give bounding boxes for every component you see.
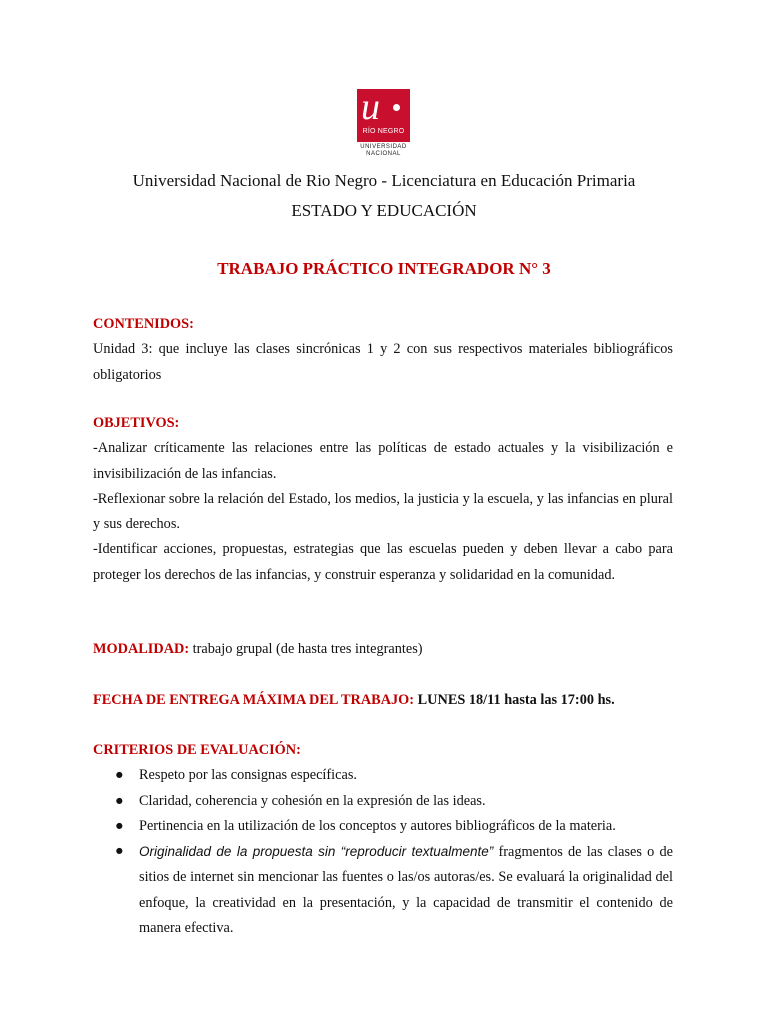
fecha-value: LUNES 18/11 hasta las 17:00 hs. bbox=[414, 692, 615, 708]
university-line: Universidad Nacional de Rio Negro - Licenciatura en Educación Primaria bbox=[132, 171, 636, 190]
criterio-text: Respeto por las consignas específicas. bbox=[139, 767, 357, 784]
contenidos-text: Unidad 3: que incluye las clases sincrónicas 1 y 2 con sus respectivos materiales bibliográficos obligatorios bbox=[93, 341, 673, 383]
objetivos-heading: OBJETIVOS: bbox=[93, 415, 180, 431]
bullet-icon: ● bbox=[115, 843, 124, 860]
criterio-item bbox=[93, 763, 673, 788]
criterio-item bbox=[93, 789, 673, 814]
modalidad-section bbox=[93, 637, 673, 662]
logo-mark bbox=[357, 86, 410, 142]
logo-caption-line1: UNIVERSIDAD bbox=[360, 144, 407, 150]
logo-letter: u bbox=[361, 86, 380, 128]
contenidos-heading: CONTENIDOS: bbox=[93, 316, 194, 332]
logo-dot bbox=[393, 104, 400, 111]
bullet-icon: ● bbox=[115, 817, 124, 834]
criterio-text: Pertinencia en la utilización de los conceptos y autores bibliográficos de la materia. bbox=[139, 817, 616, 834]
fecha-label: FECHA DE ENTREGA MÁXIMA DEL TRABAJO: bbox=[93, 692, 415, 708]
bullet-icon: ● bbox=[115, 767, 124, 784]
course-name: ESTADO Y EDUCACIÓN bbox=[291, 201, 477, 220]
criterios-section bbox=[93, 738, 673, 941]
criterios-heading: CRITERIOS DE EVALUACIÓN: bbox=[93, 742, 301, 758]
modalidad-value: trabajo grupal (de hasta tres integrantes) bbox=[189, 641, 423, 657]
logo-rio-negro: RÍO NEGRO bbox=[362, 128, 405, 135]
criterio-item bbox=[93, 814, 673, 839]
criterio-text: Claridad, coherencia y cohesión en la expresión de las ideas. bbox=[139, 792, 486, 809]
document-title: TRABAJO PRÁCTICO INTEGRADOR N° 3 bbox=[217, 259, 551, 278]
objetivos-section bbox=[93, 411, 673, 588]
bullet-icon: ● bbox=[115, 792, 124, 809]
objetivo-item: -Identificar acciones, propuestas, estrategias que las escuelas pueden y deben llevar a cabo para proteger los derechos de las infancias, y construir esperanza y solidaridad en la comunidad. bbox=[93, 541, 673, 583]
university-logo bbox=[357, 86, 410, 159]
criterio-italic-text: Originalidad de la propuesta sin “reproducir textualmente” bbox=[139, 844, 494, 860]
objetivo-item: -Analizar críticamente las relaciones entre las políticas de estado actuales y la visibilización e invisibilización de las infancias. bbox=[93, 440, 673, 482]
criterio-text: fragmentos de las clases o de sitios de internet sin mencionar las fuentes o las/os autoras/es. Se evaluará la originalidad del enfoque, la creatividad en la presentación, y la capacidad de transmitir el contenido de manera efectiva. bbox=[139, 844, 674, 937]
logo-caption-line2: NACIONAL bbox=[366, 150, 401, 157]
objetivo-item: -Reflexionar sobre la relación del Estado, los medios, la justicia y la escuela, y las infancias en plural y sus derechos. bbox=[93, 490, 673, 533]
criterios-list bbox=[93, 763, 673, 941]
logo-caption bbox=[357, 144, 410, 157]
modalidad-label: MODALIDAD: bbox=[93, 641, 190, 657]
fecha-section bbox=[93, 688, 673, 713]
criterio-item bbox=[93, 839, 673, 941]
contenidos-section bbox=[93, 312, 673, 388]
